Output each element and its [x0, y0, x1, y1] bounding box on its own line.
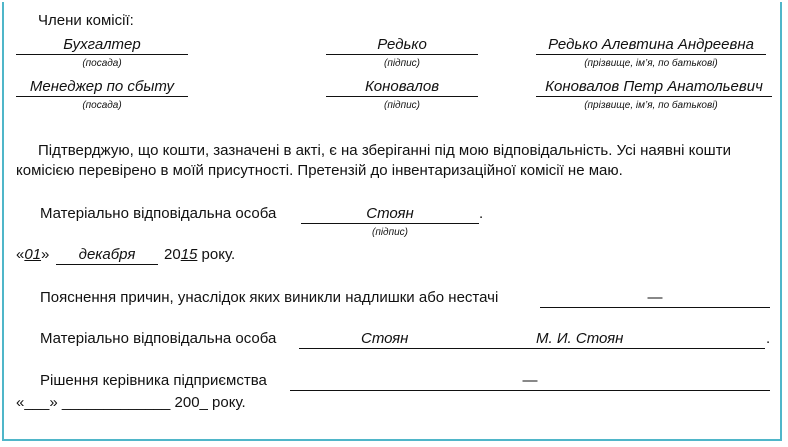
- explanation-value: —: [540, 289, 770, 308]
- date-1-year-prefix: 20: [164, 246, 181, 263]
- date-1-year-word: року.: [201, 246, 236, 263]
- date-1-day: 01: [24, 246, 42, 263]
- date-1-open-quote: «: [16, 246, 25, 263]
- responsible-1-signature: Стоян: [301, 205, 479, 224]
- caption-position-1: (посада): [82, 58, 122, 69]
- date-2-year: 200_ року.: [174, 394, 246, 411]
- responsible-2-label: Матеріально відповідальна особа: [40, 330, 277, 347]
- caption-signature-2: (підпис): [384, 100, 420, 111]
- caption-name-2: (прізвище, ім’я, по батькові): [584, 100, 718, 111]
- date-2-day: «___»: [16, 394, 58, 411]
- member-2-signature: Коновалов: [326, 78, 478, 97]
- decision-value: —: [290, 372, 770, 391]
- caption-name-1: (прізвище, ім’я, по батькові): [584, 58, 718, 69]
- explanation-label: Пояснення причин, унаслідок яких виникли надлишки або нестачі: [40, 289, 499, 306]
- date-2: [16, 394, 246, 412]
- responsible-2-period: .: [766, 330, 771, 347]
- commission-heading: Члени комісії:: [38, 12, 134, 29]
- caption-signature-1: (підпис): [384, 58, 420, 69]
- responsible-1-period: .: [479, 205, 484, 222]
- member-2-name: Коновалов Петр Анатольевич: [536, 78, 772, 97]
- responsible-2-line: [299, 330, 765, 349]
- date-1-year: [164, 246, 235, 264]
- date-1-month: декабря: [56, 246, 158, 265]
- member-1-signature: Редько: [326, 36, 478, 55]
- member-2-position: Менеджер по сбыту: [16, 78, 188, 97]
- date-1-year-suffix: 15: [180, 246, 198, 263]
- confirmation-line-1: Підтверджую, що кошти, зазначені в акті, є на зберіганні під мою відповідальність. Усі наявні кошти: [38, 142, 731, 159]
- member-1-name: Редько Алевтина Андреевна: [536, 36, 766, 55]
- date-1: [16, 246, 49, 264]
- confirmation-line-2: комісією перевірено в моїй присутності. Претензій до інвентаризаційної комісії не маю.: [16, 162, 623, 179]
- member-1-position: Бухгалтер: [16, 36, 188, 55]
- decision-label: Рішення керівника підприємства: [40, 372, 267, 389]
- date-2-month: _____________: [61, 394, 171, 411]
- date-1-close-quote: »: [41, 246, 50, 263]
- responsible-1-label: Матеріально відповідальна особа: [40, 205, 277, 222]
- responsible-2-name: М. И. Стоян: [536, 330, 624, 347]
- responsible-2-signature: Стоян: [361, 330, 409, 347]
- caption-position-2: (посада): [82, 100, 122, 111]
- responsible-1-caption: (підпис): [372, 227, 408, 238]
